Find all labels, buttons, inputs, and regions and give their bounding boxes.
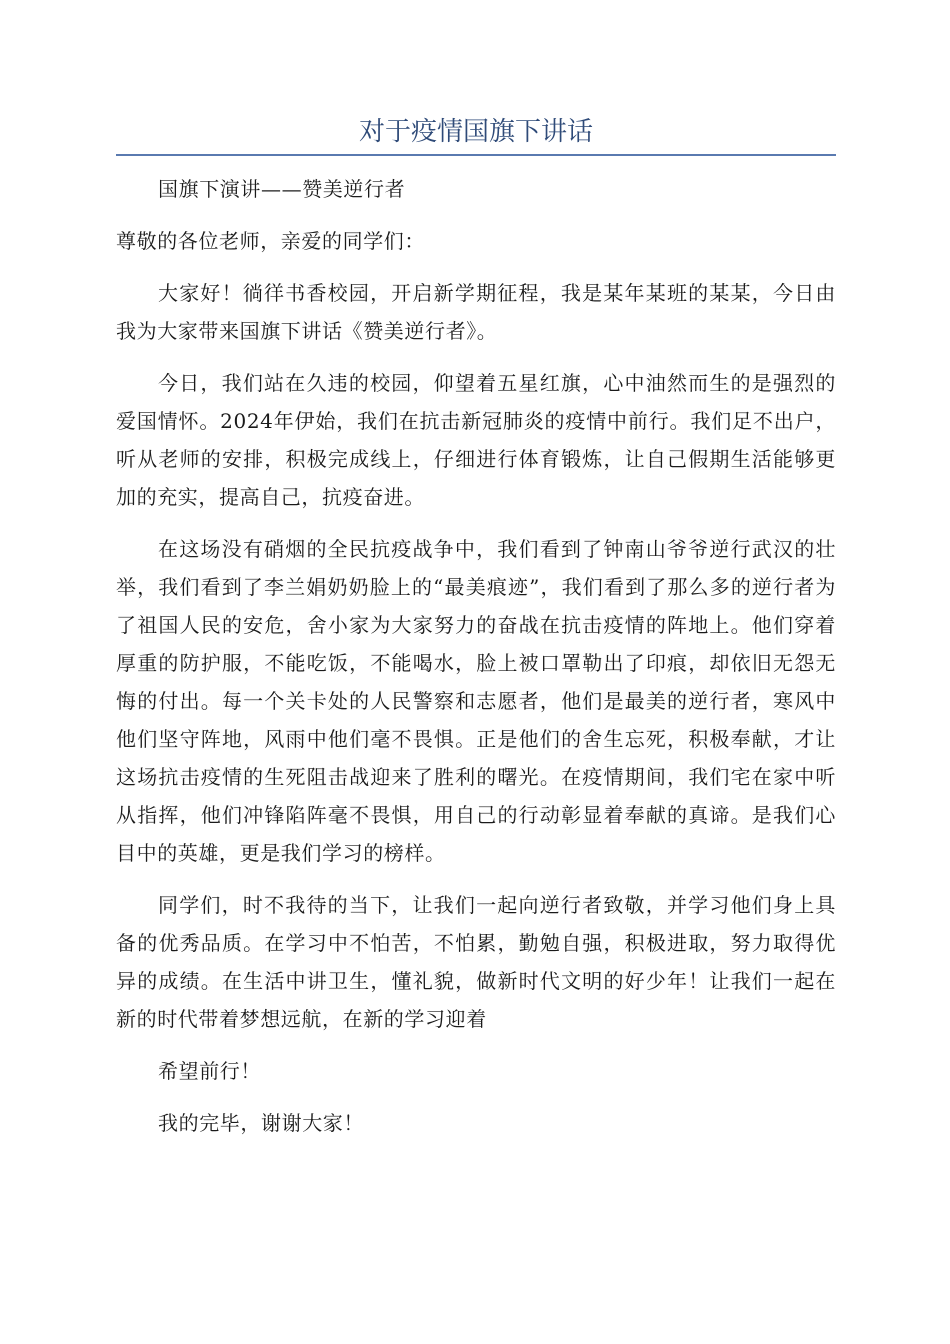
paragraph-today: 今日，我们站在久违的校园，仰望着五星红旗，心中油然而生的是强烈的爱国情怀。2024年伊始，我们在抗击新冠肺炎的疫情中前行。我们足不出户，听从老师的安排，积极完成线上，仔细进行体育锻炼，让自己假期生活能够更加的充实，提高自己，抗疫奋进。 (116, 371, 836, 509)
paragraph-heroes: 在这场没有硝烟的全民抗疫战争中，我们看到了钟南山爷爷逆行武汉的壮举，我们看到了李兰娟奶奶脸上的“最美痕迹”，我们看到了那么多的逆行者为了祖国人民的安危，舍小家为大家努力的奋战在抗击疫情的阵地上。他们穿着厚重的防护服，不能吃饭，不能喝水，脸上被口罩勒出了印痕，却依旧无怨无悔的付出。每一个关卡处的人民警察和志愿者，他们是最美的逆行者，寒风中他们坚守阵地，风雨中他们毫不畏惧。正是他们的舍生忘死，积极奉献，才让这场抗击疫情的生死阻击战迎来了胜利的曙光。在疫情期间，我们宅在家中听从指挥，他们冲锋陷阵毫不畏惧，用自己的行动彰显着奉献的真谛。是我们心目中的英雄，更是我们学习的榜样。 (116, 537, 836, 865)
document-page (116, 112, 836, 1156)
greeting: 尊敬的各位老师，亲爱的同学们： (116, 229, 425, 253)
paragraph-intro: 大家好！徜徉书香校园，开启新学期征程，我是某年某班的某某，今日由我为大家带来国旗下讲话《赞美逆行者》。 (116, 281, 836, 343)
speech-subtitle: 国旗下演讲——赞美逆行者 (158, 177, 406, 201)
title-underline (116, 154, 836, 156)
document-title: 对于疫情国旗下讲话 (358, 117, 593, 147)
closing-hope: 希望前行！ (158, 1059, 261, 1083)
paragraph-call-to-action: 同学们，时不我待的当下，让我们一起向逆行者致敬，并学习他们身上具备的优秀品质。在学习中不怕苦，不怕累，勤勉自强，积极进取，努力取得优异的成绩。在生活中讲卫生，懂礼貌，做新时代文明的好少年！让我们一起在新的时代带着梦想远航，在新的学习迎着 (116, 893, 836, 1031)
closing-thanks: 我的完毕，谢谢大家！ (158, 1111, 364, 1135)
